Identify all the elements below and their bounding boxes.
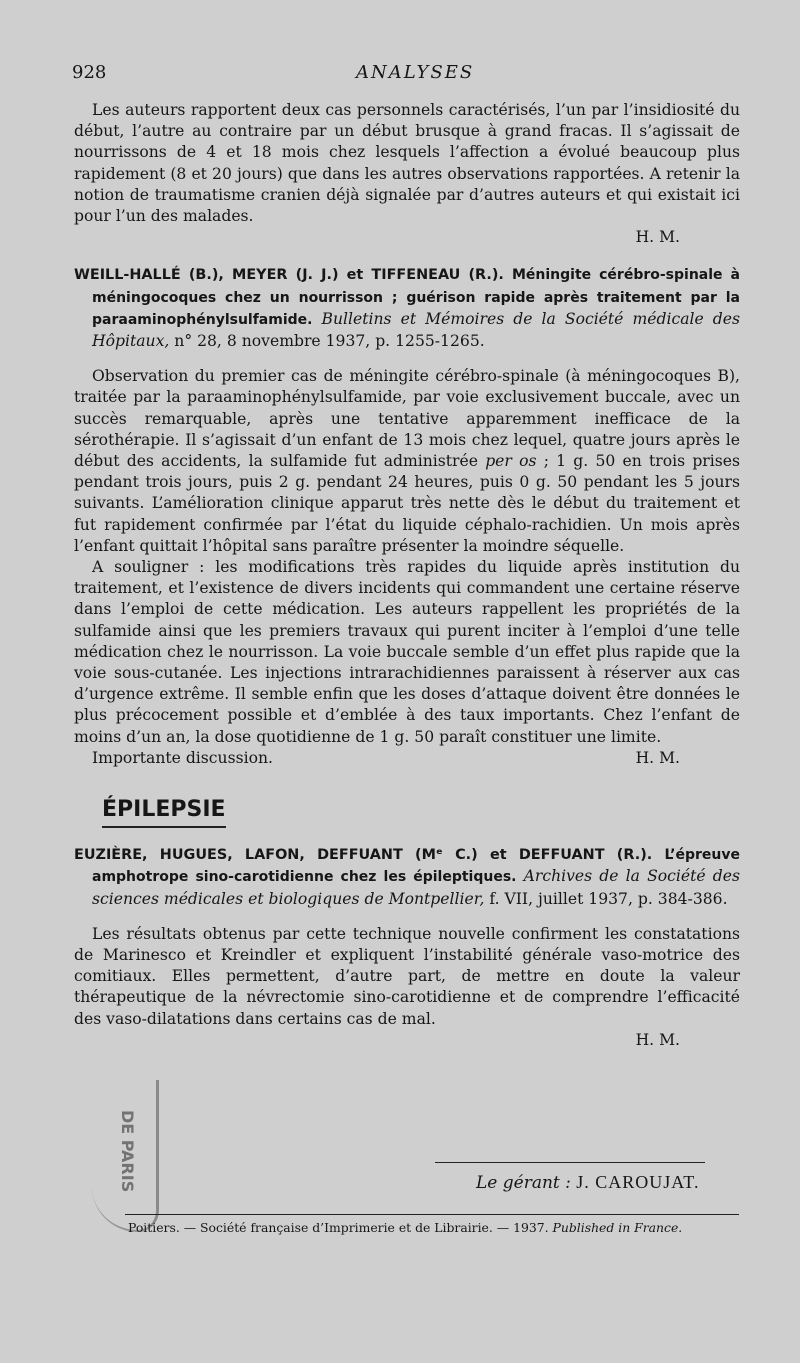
running-head: ANALYSES [356,62,475,83]
manager-rule [435,1162,705,1163]
page-content [74,100,740,1051]
manager-name: J. CAROUJAT. [576,1172,700,1192]
article2-bibliography [74,264,740,352]
article3-body [74,924,740,1051]
article2-p1-end: ; 1 g. 50 en trois prises pendant trois jours, puis 2 g. pendant 24 heures, puis 0 g. 50 pendant les 5 jours suivants. L’amélioration clinique apparut très nette dès le début du traitement et fut rapidement confirmée par l’état du liquide céphalo-rachidien. Un mois après l’enfant quittait l’hôpital sans paraître présenter la moindre séquelle. [74,452,740,555]
section-heading-wrap [74,769,740,828]
library-stamp-text: DE PARIS [118,1110,137,1193]
article3-title: L’épreuve amphotrope sino-carotidienne chez les épileptiques. [92,847,740,886]
manager-label: Le gérant : [476,1173,571,1193]
article3-journal: Archives de la Société des sciences médicales et biologiques de Montpellier, [92,867,740,908]
article3-authors: EUZIÈRE, HUGUES, LAFON, DEFFUANT (Mᵉ C.) et DEFFUANT (R.). [74,847,653,864]
article-continued [74,100,740,248]
article2-paragraph-3: Importante discussion. [92,748,273,767]
article1-signature-row [74,227,740,248]
article2-p1-start: Observation du premier cas de méningite cérébro-spinale (à méningocoques B), traitée par la paraaminophénylsulfamide, par voie exclusivement buccale, avec un succès remarquable, après une tentative apparemment inefficace de la sérothérapie. Il s’agissait d’un enfant de 13 mois chez lequel, quatre jours après le début des accidents, la sulfamide fut administrée [74,367,740,471]
article2-title: Méningite cérébro-spinale à méningocoques chez un nourrisson ; guérison rapide après traitement par la paraaminophénylsulfamide. [92,267,740,328]
printer-footer [128,1220,682,1235]
article2-signature: H. M. [635,748,680,767]
article-euziere [74,844,740,1051]
article1-paragraph: Les auteurs rapportent deux cas personnels caractérisés, l’un par l’insidiosité du début, l’autre au contraire par un début brusque à grand fracas. Il s’agissait de nourrissons de 4 et 18 mois chez lesquels l’affection a évolué beaucoup plus rapidement (8 et 20 jours) que dans les autres observations rapportées. A retenir la notion de traumatisme cranien déjà signalée par d’autres auteurs et qui existait ici pour l’un des malades. [74,101,740,226]
article2-journal: Bulletins et Mémoires de la Société médicale des Hôpitaux, [92,309,740,351]
article2-citation: n° 28, 8 novembre 1937, p. 1255-1265. [174,332,485,351]
article2-p1-italic: per os [485,452,537,471]
article3-citation: f. VII, juillet 1937, p. 384-386. [489,889,728,908]
page-header [72,62,712,92]
article3-bibliography [74,844,740,910]
article2-signature-row [74,748,740,769]
article2-paragraph-1 [74,366,740,557]
article-weill-halle [74,264,740,769]
article3-signature-row [74,1030,740,1051]
article2-authors: WEILL-HALLÉ (B.), MEYER (J. J.) et TIFFENEAU (R.). [74,267,504,284]
article2-paragraph-2: A souligner : les modifications très rapides du liquide après institution du traitement, et l’existence de divers incidents qui commandent une certaine réserve dans l’emploi de cette médication. Les auteurs rappellent les propriétés de la sulfamide ainsi que les premiers travaux qui purent inciter à l’emploi d’une telle médication chez le nourrisson. La voie buccale semble d’un effet plus rapide que la voie sous-cutanée. Les injections intrarachidiennes paraissent à réserver aux cas d’urgence extrême. Il semble enfin que les doses d’attaque doivent être données le plus précocement possible et d’emblée à des taux importants. Chez l’enfant de moins d’un an, la dose quotidienne de 1 g. 50 paraît constituer une limite. [74,558,740,746]
article3-signature: H. M. [635,1030,680,1049]
article2-body [74,366,740,769]
published-in: Published in France. [552,1220,683,1235]
section-heading: ÉPILEPSIE [102,795,226,828]
manager-line [476,1172,699,1193]
article1-signature: H. M. [635,228,680,247]
page-number: 928 [72,62,107,83]
article3-paragraph: Les résultats obtenus par cette technique nouvelle confirment les constatations de Marinesco et Kreindler et expliquent l’instabilité générale vaso-motrice des comitiaux. Elles permettent, d’autre part, de mettre en doute la valeur thérapeutique de la névrectomie sino-carotidienne et de comprendre l’efficacité des vaso-dilatations dans certains cas de mal. [74,924,740,1028]
printer-info: Poitiers. — Société française d’Imprimerie et de Librairie. — 1937. [128,1220,549,1235]
footer-rule [125,1214,739,1215]
